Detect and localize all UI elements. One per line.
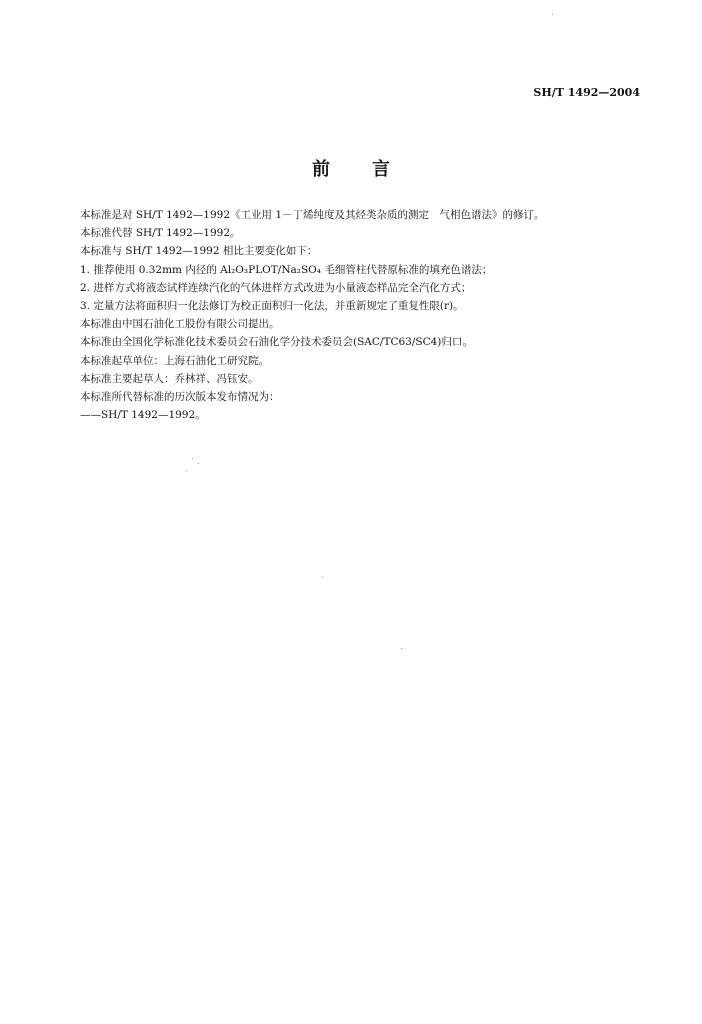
scan-speck bbox=[401, 648, 402, 649]
foreword-line: 本标准由全国化学标准化技术委员会石油化学分技术委员会(SAC/TC63/SC4)归口。 bbox=[80, 336, 473, 349]
foreword-line: 本标准由中国石油化工股份有限公司提出。 bbox=[80, 318, 280, 331]
scan-speck bbox=[198, 463, 199, 464]
foreword-title-char-2: 言 bbox=[372, 159, 390, 180]
scan-speck bbox=[552, 14, 553, 15]
foreword-line: 本标准主要起草人：乔林祥、冯钰安。 bbox=[80, 372, 259, 385]
foreword-line: 2. 进样方式将液态试样连续汽化的气体进样方式改进为小量液态样品完全汽化方式； bbox=[80, 281, 472, 294]
foreword-line: 本标准所代替标准的历次版本发布情况为： bbox=[80, 390, 280, 403]
scan-speck bbox=[192, 458, 193, 459]
foreword-line: ——SH/T 1492—1992。 bbox=[80, 409, 206, 422]
scan-speck bbox=[322, 577, 323, 578]
standard-code-header: SH/T 1492—2004 bbox=[533, 86, 640, 99]
foreword-title-char-1: 前 bbox=[312, 159, 330, 180]
foreword-line: 3. 定量方法将面积归一化法修订为校正面积归一化法，并重新规定了重复性限(r)。 bbox=[80, 299, 464, 312]
foreword-line: 本标准与 SH/T 1492—1992 相比主要变化如下： bbox=[80, 245, 318, 258]
foreword-line: 本标准起草单位：上海石油化工研究院。 bbox=[80, 354, 269, 367]
foreword-title bbox=[0, 155, 702, 181]
foreword-line: 本标准代替 SH/T 1492—1992。 bbox=[80, 227, 241, 240]
foreword-line: 1. 推荐使用 0.32mm 内径的 Al₂O₃PLOT/Na₂SO₄ 毛细管柱代替原标准的填充色谱法； bbox=[80, 263, 493, 276]
foreword-body bbox=[80, 206, 660, 424]
scan-speck bbox=[186, 470, 187, 471]
foreword-line: 本标准是对 SH/T 1492—1992《工业用 1－丁烯纯度及其烃类杂质的测定 气相色谱法》的修订。 bbox=[80, 209, 545, 221]
